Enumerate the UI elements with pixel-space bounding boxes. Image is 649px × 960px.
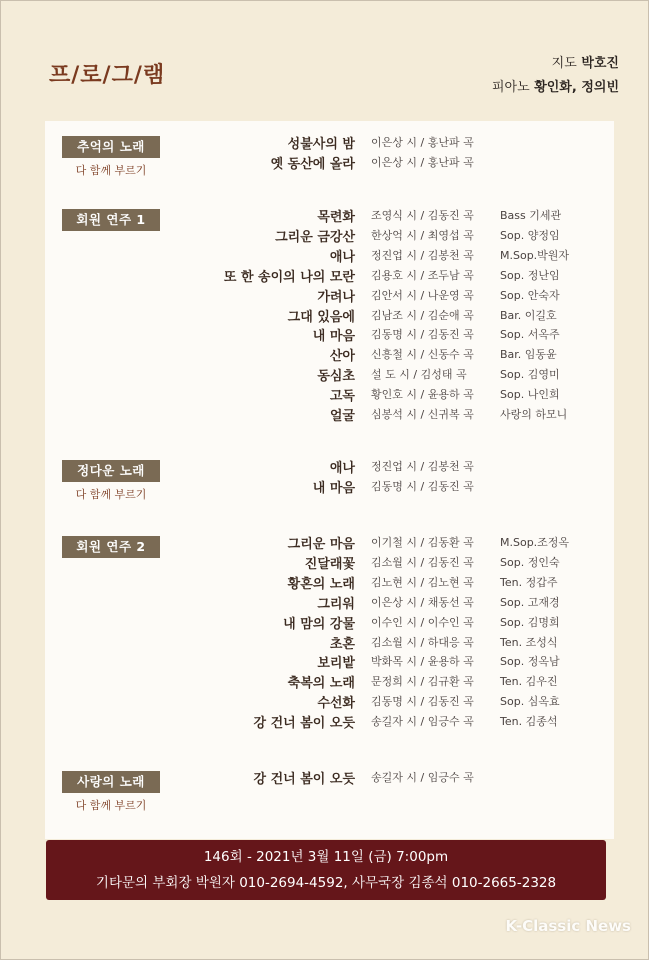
song-title: 황혼의 노래	[287, 576, 355, 592]
performer: Sop. 정난임	[500, 268, 560, 282]
credits-block	[492, 52, 619, 100]
performer: Sop. 나인희	[500, 388, 560, 402]
song-title: 내 맘의 강물	[283, 616, 355, 632]
performer: Sop. 심옥효	[500, 695, 560, 709]
song-title: 목련화	[317, 210, 355, 225]
performer: Ten. 조성식	[500, 635, 558, 649]
program-row	[45, 613, 614, 633]
program-row	[45, 365, 614, 385]
performer: Ten. 김종석	[500, 715, 558, 729]
piano-names: 황인화, 정의빈	[534, 80, 619, 95]
performer: M.Sop.조정옥	[500, 536, 570, 549]
lyricist-composer: 김안서 시 / 나운영 곡	[371, 288, 474, 302]
lyricist-composer: 이은상 시 / 홍난파 곡	[371, 155, 474, 169]
song-title: 보리밭	[317, 656, 355, 672]
section-subtitle: 다 함께 부르기	[75, 488, 147, 501]
song-title: 그리운 마음	[287, 537, 355, 552]
lyricist-composer: 송길자 시 / 임긍수 곡	[371, 771, 474, 784]
song-title: 얼굴	[329, 409, 355, 424]
lyricist-composer: 김동명 시 / 김동진 곡	[371, 328, 474, 342]
performer: Sop. 서옥주	[500, 328, 560, 342]
section-badge: 회원 연주 2	[62, 536, 160, 558]
conductor-name: 박호진	[581, 56, 619, 71]
performer: Bar. 이길호	[500, 308, 557, 322]
lyricist-composer: 심봉석 시 / 신귀복 곡	[371, 408, 474, 421]
song-title: 축복의 노래	[287, 676, 355, 692]
performer: Sop. 김명희	[500, 615, 560, 629]
section-badge: 회원 연주 1	[62, 209, 160, 231]
program-row	[45, 226, 614, 246]
event-info-banner	[46, 840, 606, 900]
program-row	[45, 533, 614, 553]
program-row	[45, 153, 614, 173]
program-panel	[45, 121, 614, 839]
performer: Ten. 정갑주	[500, 575, 558, 589]
lyricist-composer: 송길자 시 / 임긍수 곡	[371, 715, 474, 729]
lyricist-composer: 조영식 시 / 김동진 곡	[371, 209, 474, 222]
program-row	[45, 286, 614, 306]
song-title: 산아	[329, 349, 355, 365]
song-title: 강 건너 봄이 오듯	[253, 716, 355, 732]
performer: Ten. 김우진	[500, 675, 558, 689]
lyricist-composer: 문정희 시 / 김규환 곡	[371, 675, 474, 689]
lyricist-composer: 설 도 시 / 김성태 곡	[371, 368, 467, 382]
program-row	[45, 652, 614, 672]
program-row	[45, 385, 614, 405]
song-title: 애나	[329, 461, 355, 476]
watermark-logo: K-Classic News	[505, 917, 631, 935]
section-subtitle: 다 함께 부르기	[75, 164, 147, 177]
program-row	[45, 457, 614, 477]
performer: Sop. 김영미	[500, 368, 560, 382]
lyricist-composer: 한상억 시 / 최영섭 곡	[371, 228, 474, 242]
song-title: 그리운 금강산	[275, 229, 355, 245]
song-title: 강 건너 봄이 오듯	[253, 772, 355, 787]
conductor-role: 지도	[551, 56, 577, 71]
song-title: 내 마음	[312, 480, 355, 496]
performer: M.Sop.박원자	[500, 248, 570, 262]
program-row	[45, 266, 614, 286]
song-title: 성불사의 밤	[287, 137, 355, 152]
program-row	[45, 325, 614, 345]
program-row	[45, 633, 614, 653]
program-row	[45, 477, 614, 497]
song-title: 수선화	[317, 696, 355, 712]
lyricist-composer: 김용호 시 / 조두남 곡	[371, 268, 474, 282]
song-title: 또 한 송이의 나의 모란	[223, 269, 355, 285]
song-title: 동심초	[317, 369, 355, 385]
program-row	[45, 246, 614, 266]
program-row	[45, 553, 614, 573]
piano-line	[492, 76, 619, 100]
song-title: 고독	[329, 389, 355, 405]
program-row	[45, 345, 614, 365]
section-badge: 추억의 노래	[62, 136, 160, 158]
section-subtitle: 다 함께 부르기	[75, 799, 147, 812]
performer: Sop. 안숙자	[500, 288, 560, 302]
program-row	[45, 712, 614, 732]
lyricist-composer: 이은상 시 / 홍난파 곡	[371, 136, 474, 149]
program-row	[45, 405, 614, 425]
song-title: 진달래꽃	[304, 556, 355, 572]
lyricist-composer: 김노현 시 / 김노현 곡	[371, 575, 474, 589]
lyricist-composer: 정진업 시 / 김봉천 곡	[371, 248, 474, 262]
program-row	[45, 593, 614, 613]
song-title: 그리워	[317, 596, 355, 612]
piano-role: 피아노	[491, 80, 530, 95]
song-title: 옛 동산에 올라	[270, 156, 355, 172]
lyricist-composer: 김소월 시 / 김동진 곡	[371, 555, 474, 569]
song-title: 내 마음	[312, 329, 355, 345]
performer: Sop. 고재경	[500, 595, 560, 609]
program-row	[45, 692, 614, 712]
lyricist-composer: 이수인 시 / 이수인 곡	[371, 615, 474, 629]
program-row	[45, 133, 614, 153]
lyricist-composer: 신흥철 시 / 신동수 곡	[371, 348, 474, 362]
performer: Sop. 정인숙	[500, 555, 560, 569]
contact-line: 기타문의 부회장 박원자 010-2694-4592, 사무국장 김종석 010-2665-2328	[95, 875, 557, 891]
performer: Sop. 정옥남	[500, 655, 560, 669]
lyricist-composer: 이기철 시 / 김동환 곡	[371, 536, 474, 549]
lyricist-composer: 황인호 시 / 윤용하 곡	[371, 388, 474, 402]
conductor-line	[492, 52, 619, 76]
song-title: 그대 있음에	[287, 309, 355, 325]
lyricist-composer: 김동명 시 / 김동진 곡	[371, 479, 474, 493]
program-row	[45, 206, 614, 226]
program-row	[45, 306, 614, 326]
performer: Sop. 양정임	[500, 228, 560, 242]
program-row	[45, 573, 614, 593]
section-badge: 사랑의 노래	[62, 771, 160, 793]
program-row	[45, 768, 614, 788]
performer: 사랑의 하모니	[500, 408, 568, 421]
lyricist-composer: 이은상 시 / 채동선 곡	[371, 595, 474, 609]
performer: Bass 기세관	[500, 209, 562, 222]
event-date-line: 146회 - 2021년 3월 11일 (금) 7:00pm	[203, 849, 449, 865]
section-badge: 정다운 노래	[62, 460, 160, 482]
song-title: 애나	[329, 249, 355, 265]
song-title: 초혼	[329, 636, 355, 652]
lyricist-composer: 정진업 시 / 김봉천 곡	[371, 460, 474, 473]
lyricist-composer: 김소월 시 / 하대응 곡	[371, 635, 474, 649]
program-row	[45, 672, 614, 692]
song-title: 가려나	[317, 289, 355, 305]
performer: Bar. 임동윤	[500, 348, 557, 362]
page-title: 프/로/그/램	[49, 63, 166, 88]
lyricist-composer: 박화목 시 / 윤용하 곡	[371, 655, 474, 669]
lyricist-composer: 김동명 시 / 김동진 곡	[371, 695, 474, 709]
lyricist-composer: 김남조 시 / 김순애 곡	[371, 308, 474, 322]
